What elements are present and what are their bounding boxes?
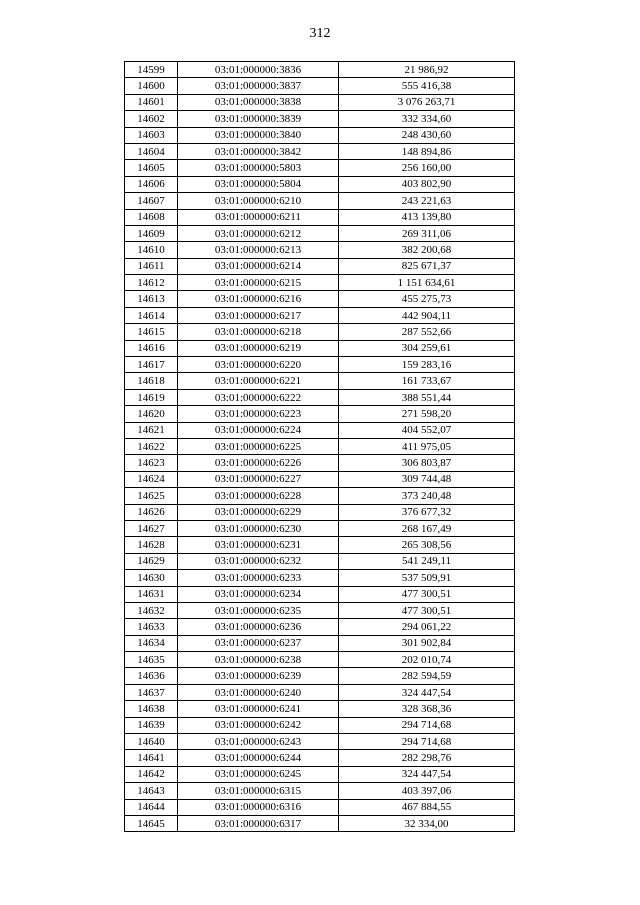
value-cell: 382 200,68 bbox=[339, 242, 515, 258]
table-row bbox=[125, 635, 515, 651]
row-number-cell: 14623 bbox=[125, 455, 178, 471]
cadastral-number-cell: 03:01:000000:6235 bbox=[178, 602, 339, 618]
table-row bbox=[125, 504, 515, 520]
table-row bbox=[125, 783, 515, 799]
cadastral-number-cell: 03:01:000000:6243 bbox=[178, 734, 339, 750]
table-row bbox=[125, 799, 515, 815]
row-number-cell: 14638 bbox=[125, 701, 178, 717]
value-cell: 304 259,61 bbox=[339, 340, 515, 356]
table-row bbox=[125, 160, 515, 176]
value-cell: 455 275,73 bbox=[339, 291, 515, 307]
table-row bbox=[125, 602, 515, 618]
row-number-cell: 14609 bbox=[125, 225, 178, 241]
row-number-cell: 14608 bbox=[125, 209, 178, 225]
cadastral-number-cell: 03:01:000000:6228 bbox=[178, 488, 339, 504]
table-row bbox=[125, 734, 515, 750]
cadastral-number-cell: 03:01:000000:3837 bbox=[178, 78, 339, 94]
row-number-cell: 14604 bbox=[125, 143, 178, 159]
row-number-cell: 14605 bbox=[125, 160, 178, 176]
row-number-cell: 14616 bbox=[125, 340, 178, 356]
cadastral-number-cell: 03:01:000000:6244 bbox=[178, 750, 339, 766]
row-number-cell: 14640 bbox=[125, 734, 178, 750]
value-cell: 265 308,56 bbox=[339, 537, 515, 553]
cadastral-number-cell: 03:01:000000:6239 bbox=[178, 668, 339, 684]
cadastral-number-cell: 03:01:000000:6226 bbox=[178, 455, 339, 471]
table-row bbox=[125, 455, 515, 471]
value-cell: 403 397,06 bbox=[339, 783, 515, 799]
value-cell: 248 430,60 bbox=[339, 127, 515, 143]
row-number-cell: 14617 bbox=[125, 357, 178, 373]
value-cell: 411 975,05 bbox=[339, 438, 515, 454]
row-number-cell: 14644 bbox=[125, 799, 178, 815]
table-row bbox=[125, 701, 515, 717]
cadastral-number-cell: 03:01:000000:6245 bbox=[178, 766, 339, 782]
cadastral-number-cell: 03:01:000000:6242 bbox=[178, 717, 339, 733]
row-number-cell: 14634 bbox=[125, 635, 178, 651]
value-cell: 268 167,49 bbox=[339, 520, 515, 536]
cadastral-number-cell: 03:01:000000:6236 bbox=[178, 619, 339, 635]
row-number-cell: 14629 bbox=[125, 553, 178, 569]
table-row bbox=[125, 143, 515, 159]
table-row bbox=[125, 684, 515, 700]
table-row bbox=[125, 357, 515, 373]
table-row bbox=[125, 94, 515, 110]
value-cell: 301 902,84 bbox=[339, 635, 515, 651]
cadastral-number-cell: 03:01:000000:6214 bbox=[178, 258, 339, 274]
table-row bbox=[125, 340, 515, 356]
row-number-cell: 14619 bbox=[125, 389, 178, 405]
row-number-cell: 14621 bbox=[125, 422, 178, 438]
cadastral-number-cell: 03:01:000000:3839 bbox=[178, 111, 339, 127]
value-cell: 555 416,38 bbox=[339, 78, 515, 94]
value-cell: 373 240,48 bbox=[339, 488, 515, 504]
cadastral-number-cell: 03:01:000000:6220 bbox=[178, 357, 339, 373]
table-row bbox=[125, 389, 515, 405]
value-cell: 324 447,54 bbox=[339, 766, 515, 782]
value-cell: 477 300,51 bbox=[339, 586, 515, 602]
value-cell: 294 714,68 bbox=[339, 717, 515, 733]
table-row bbox=[125, 225, 515, 241]
cadastral-number-cell: 03:01:000000:6230 bbox=[178, 520, 339, 536]
table-row bbox=[125, 750, 515, 766]
cadastral-number-cell: 03:01:000000:6219 bbox=[178, 340, 339, 356]
cadastral-number-cell: 03:01:000000:6212 bbox=[178, 225, 339, 241]
table-row bbox=[125, 193, 515, 209]
value-cell: 287 552,66 bbox=[339, 324, 515, 340]
row-number-cell: 14603 bbox=[125, 127, 178, 143]
value-cell: 159 283,16 bbox=[339, 357, 515, 373]
table-row bbox=[125, 373, 515, 389]
value-cell: 282 594,59 bbox=[339, 668, 515, 684]
row-number-cell: 14637 bbox=[125, 684, 178, 700]
row-number-cell: 14636 bbox=[125, 668, 178, 684]
table-row bbox=[125, 619, 515, 635]
table-row bbox=[125, 258, 515, 274]
value-cell: 1 151 634,61 bbox=[339, 275, 515, 291]
row-number-cell: 14611 bbox=[125, 258, 178, 274]
value-cell: 294 714,68 bbox=[339, 734, 515, 750]
row-number-cell: 14606 bbox=[125, 176, 178, 192]
row-number-cell: 14614 bbox=[125, 307, 178, 323]
value-cell: 332 334,60 bbox=[339, 111, 515, 127]
row-number-cell: 14607 bbox=[125, 193, 178, 209]
cadastral-number-cell: 03:01:000000:6223 bbox=[178, 406, 339, 422]
row-number-cell: 14628 bbox=[125, 537, 178, 553]
row-number-cell: 14631 bbox=[125, 586, 178, 602]
value-cell: 324 447,54 bbox=[339, 684, 515, 700]
cadastral-number-cell: 03:01:000000:6237 bbox=[178, 635, 339, 651]
value-cell: 269 311,06 bbox=[339, 225, 515, 241]
table-row bbox=[125, 488, 515, 504]
table-row bbox=[125, 717, 515, 733]
cadastral-number-cell: 03:01:000000:6217 bbox=[178, 307, 339, 323]
value-cell: 294 061,22 bbox=[339, 619, 515, 635]
cadastral-number-cell: 03:01:000000:6213 bbox=[178, 242, 339, 258]
cadastral-number-cell: 03:01:000000:6315 bbox=[178, 783, 339, 799]
cadastral-number-cell: 03:01:000000:6211 bbox=[178, 209, 339, 225]
value-cell: 376 677,32 bbox=[339, 504, 515, 520]
cadastral-number-cell: 03:01:000000:6221 bbox=[178, 373, 339, 389]
table-row bbox=[125, 553, 515, 569]
row-number-cell: 14601 bbox=[125, 94, 178, 110]
row-number-cell: 14624 bbox=[125, 471, 178, 487]
row-number-cell: 14641 bbox=[125, 750, 178, 766]
cadastral-number-cell: 03:01:000000:6224 bbox=[178, 422, 339, 438]
value-cell: 404 552,07 bbox=[339, 422, 515, 438]
table-row bbox=[125, 537, 515, 553]
row-number-cell: 14600 bbox=[125, 78, 178, 94]
value-cell: 306 803,87 bbox=[339, 455, 515, 471]
cadastral-number-cell: 03:01:000000:6233 bbox=[178, 570, 339, 586]
table-row bbox=[125, 324, 515, 340]
table-row bbox=[125, 520, 515, 536]
cadastral-number-cell: 03:01:000000:6227 bbox=[178, 471, 339, 487]
row-number-cell: 14599 bbox=[125, 62, 178, 78]
table-row bbox=[125, 652, 515, 668]
row-number-cell: 14610 bbox=[125, 242, 178, 258]
cadastral-number-cell: 03:01:000000:6240 bbox=[178, 684, 339, 700]
row-number-cell: 14633 bbox=[125, 619, 178, 635]
table-row bbox=[125, 62, 515, 78]
row-number-cell: 14635 bbox=[125, 652, 178, 668]
value-cell: 477 300,51 bbox=[339, 602, 515, 618]
cadastral-number-cell: 03:01:000000:3836 bbox=[178, 62, 339, 78]
table-row bbox=[125, 209, 515, 225]
value-cell: 403 802,90 bbox=[339, 176, 515, 192]
row-number-cell: 14626 bbox=[125, 504, 178, 520]
value-cell: 256 160,00 bbox=[339, 160, 515, 176]
table-row bbox=[125, 438, 515, 454]
cadastral-number-cell: 03:01:000000:6234 bbox=[178, 586, 339, 602]
row-number-cell: 14602 bbox=[125, 111, 178, 127]
table-row bbox=[125, 78, 515, 94]
value-cell: 442 904,11 bbox=[339, 307, 515, 323]
value-cell: 467 884,55 bbox=[339, 799, 515, 815]
value-cell: 537 509,91 bbox=[339, 570, 515, 586]
row-number-cell: 14627 bbox=[125, 520, 178, 536]
row-number-cell: 14642 bbox=[125, 766, 178, 782]
cadastral-number-cell: 03:01:000000:6232 bbox=[178, 553, 339, 569]
table-row bbox=[125, 586, 515, 602]
page-number: 312 bbox=[309, 26, 331, 41]
cadastral-number-cell: 03:01:000000:6231 bbox=[178, 537, 339, 553]
table-row bbox=[125, 471, 515, 487]
cadastral-number-cell: 03:01:000000:6316 bbox=[178, 799, 339, 815]
row-number-cell: 14620 bbox=[125, 406, 178, 422]
cadastral-number-cell: 03:01:000000:6241 bbox=[178, 701, 339, 717]
value-cell: 243 221,63 bbox=[339, 193, 515, 209]
row-number-cell: 14613 bbox=[125, 291, 178, 307]
table-row bbox=[125, 275, 515, 291]
row-number-cell: 14622 bbox=[125, 438, 178, 454]
row-number-cell: 14625 bbox=[125, 488, 178, 504]
table-row bbox=[125, 766, 515, 782]
value-cell: 309 744,48 bbox=[339, 471, 515, 487]
table-row bbox=[125, 422, 515, 438]
table-row bbox=[125, 127, 515, 143]
cadastral-number-cell: 03:01:000000:6210 bbox=[178, 193, 339, 209]
value-cell: 413 139,80 bbox=[339, 209, 515, 225]
value-cell: 21 986,92 bbox=[339, 62, 515, 78]
cadastral-number-cell: 03:01:000000:5804 bbox=[178, 176, 339, 192]
value-cell: 271 598,20 bbox=[339, 406, 515, 422]
table-row bbox=[125, 570, 515, 586]
cadastral-number-cell: 03:01:000000:3840 bbox=[178, 127, 339, 143]
value-cell: 161 733,67 bbox=[339, 373, 515, 389]
row-number-cell: 14643 bbox=[125, 783, 178, 799]
table-row bbox=[125, 242, 515, 258]
value-cell: 328 368,36 bbox=[339, 701, 515, 717]
row-number-cell: 14615 bbox=[125, 324, 178, 340]
value-cell: 825 671,37 bbox=[339, 258, 515, 274]
row-number-cell: 14639 bbox=[125, 717, 178, 733]
value-cell: 282 298,76 bbox=[339, 750, 515, 766]
table-row bbox=[125, 668, 515, 684]
value-cell: 388 551,44 bbox=[339, 389, 515, 405]
cadastral-number-cell: 03:01:000000:6215 bbox=[178, 275, 339, 291]
cadastral-number-cell: 03:01:000000:3842 bbox=[178, 143, 339, 159]
row-number-cell: 14630 bbox=[125, 570, 178, 586]
cadastral-number-cell: 03:01:000000:6222 bbox=[178, 389, 339, 405]
value-cell: 3 076 263,71 bbox=[339, 94, 515, 110]
value-cell: 148 894,86 bbox=[339, 143, 515, 159]
table-row bbox=[125, 176, 515, 192]
value-cell: 202 010,74 bbox=[339, 652, 515, 668]
cadastral-number-cell: 03:01:000000:6229 bbox=[178, 504, 339, 520]
cadastral-number-cell: 03:01:000000:3838 bbox=[178, 94, 339, 110]
row-number-cell: 14645 bbox=[125, 815, 178, 831]
value-cell: 541 249,11 bbox=[339, 553, 515, 569]
registry-table-body bbox=[125, 62, 515, 832]
row-number-cell: 14618 bbox=[125, 373, 178, 389]
cadastral-number-cell: 03:01:000000:6225 bbox=[178, 438, 339, 454]
row-number-cell: 14632 bbox=[125, 602, 178, 618]
table-row bbox=[125, 291, 515, 307]
registry-table bbox=[124, 61, 515, 832]
cadastral-number-cell: 03:01:000000:6238 bbox=[178, 652, 339, 668]
cadastral-number-cell: 03:01:000000:6317 bbox=[178, 815, 339, 831]
cadastral-number-cell: 03:01:000000:6218 bbox=[178, 324, 339, 340]
value-cell: 32 334,00 bbox=[339, 815, 515, 831]
table-row bbox=[125, 406, 515, 422]
table-row bbox=[125, 815, 515, 831]
cadastral-number-cell: 03:01:000000:6216 bbox=[178, 291, 339, 307]
cadastral-number-cell: 03:01:000000:5803 bbox=[178, 160, 339, 176]
table-row bbox=[125, 111, 515, 127]
row-number-cell: 14612 bbox=[125, 275, 178, 291]
table-row bbox=[125, 307, 515, 323]
